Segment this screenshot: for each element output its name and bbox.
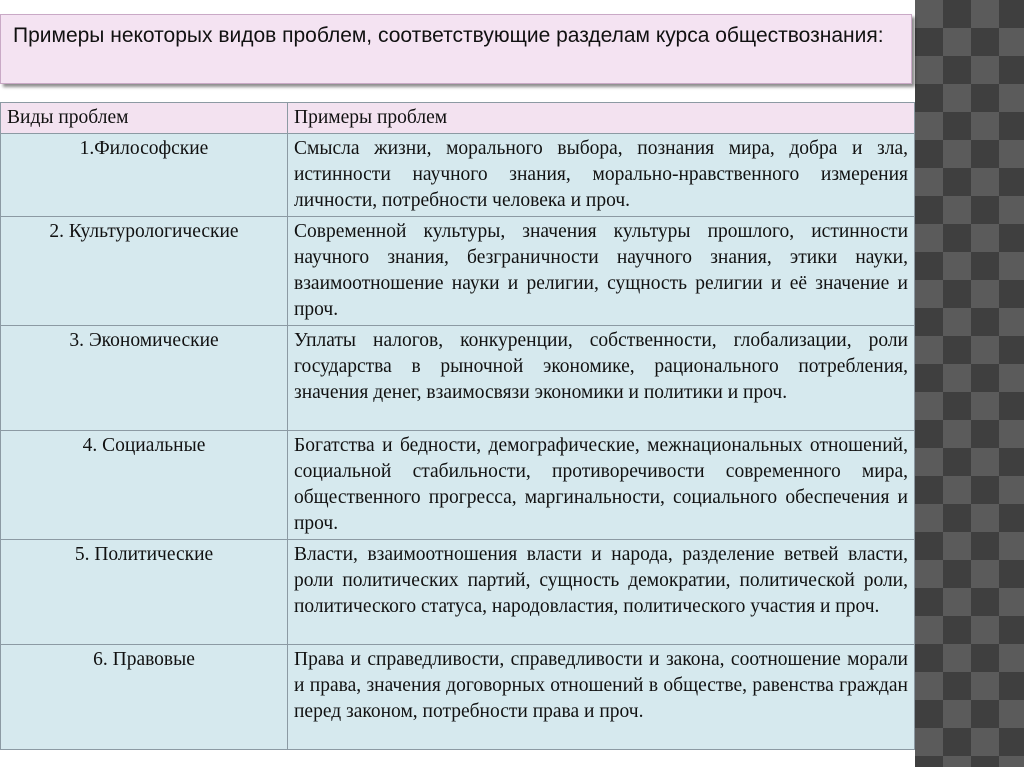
table-row (1, 217, 915, 326)
slide-title: Примеры некоторых видов проблем, соответствующие разделам курса обществознания: (13, 24, 884, 47)
problem-type-cell: 5. Политические (1, 540, 288, 645)
problem-examples-cell: Современной культуры, значения культуры прошлого, истинности научного знания, безграничности научного знания, этики науки, взаимоотношение науки и религии, сущность религии и её значение и проч. (288, 217, 915, 326)
problem-type-cell: 3. Экономические (1, 326, 288, 431)
table-row (1, 134, 915, 217)
problem-type-cell: 2. Культурологические (1, 217, 288, 326)
problem-examples-cell: Уплаты налогов, конкуренции, собственности, глобализации, роли государства в рыночной экономике, рационального потребления, значения денег, взаимосвязи экономики и политики и проч. (288, 326, 915, 431)
table-row (1, 431, 915, 540)
problem-type-cell: 1.Философские (1, 134, 288, 217)
table-row (1, 326, 915, 431)
problem-examples-cell: Права и справедливости, справедливости и закона, соотношение морали и права, значения договорных отношений в обществе, равенства граждан перед законом, потребности права и проч. (288, 645, 915, 750)
table-row (1, 540, 915, 645)
problem-examples-cell: Власти, взаимоотношения власти и народа, разделение ветвей власти, роли политических партий, сущность демократии, политической роли, политического статуса, народовластия, политического участия и проч. (288, 540, 915, 645)
table-row (1, 645, 915, 750)
slide-title-box (0, 14, 912, 84)
decorative-pattern-strip (915, 0, 1024, 767)
problem-examples-cell: Богатства и бедности, демографические, межнациональных отношений, социальной стабильности, противоречивости современного мира, общественного прогресса, маргинальности, социального обеспечения и проч. (288, 431, 915, 540)
problems-table (0, 102, 915, 750)
problem-type-cell: 6. Правовые (1, 645, 288, 750)
problem-examples-cell: Смысла жизни, морального выбора, познания мира, добра и зла, истинности научного знания, морально-нравственного измерения личности, потребности человека и проч. (288, 134, 915, 217)
header-problem-types: Виды проблем (1, 103, 288, 134)
table-header-row (1, 103, 915, 134)
problem-type-cell: 4. Социальные (1, 431, 288, 540)
header-problem-examples: Примеры проблем (288, 103, 915, 134)
